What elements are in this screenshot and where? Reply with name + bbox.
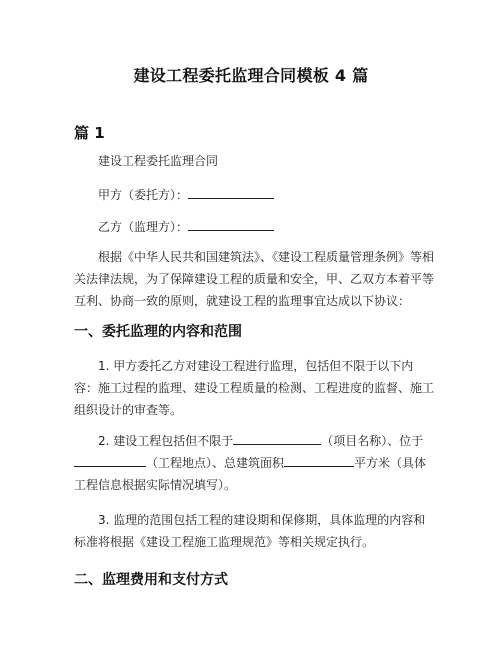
- clause-3: 3. 监理的范围包括工程的建设期和保修期，具体监理的内容和标准将根据《建设工程施工监理规范》等相关规定执行。: [74, 513, 426, 549]
- party-b-blank: [188, 218, 274, 231]
- building-area-blank: [284, 454, 354, 467]
- clause-2-text-3: （工程地点）、总建筑面积: [146, 456, 285, 470]
- clause-2-text-4: 平方米（具体工程信息根据实际情况填写）。: [74, 456, 427, 492]
- section-2-heading: 二、监理费用和支付方式: [74, 572, 228, 588]
- clause-2-text-2: （项目名称）、位于: [321, 434, 424, 448]
- section-1-heading: 一、委托监理的内容和范围: [74, 324, 242, 340]
- project-name-blank: [233, 432, 321, 445]
- chapter-heading: 篇 1: [74, 124, 105, 142]
- party-a-label: 甲方（委托方）：: [98, 188, 189, 202]
- party-b-label: 乙方（监理方）：: [98, 220, 189, 234]
- clause-1: 1. 甲方委托乙方对建设工程进行监理，包括但不限于以下内容：施工过程的监理、建设工程质量的检测、工程进度的监督、施工组织设计的审查等。: [74, 359, 435, 417]
- project-location-blank: [74, 454, 146, 467]
- contract-name: 建设工程委托监理合同: [98, 154, 219, 168]
- party-b-line: [74, 216, 434, 238]
- preamble-paragraph: 根据《中华人民共和国建筑法》、《建设工程质量管理条例》等相关法律法规，为了保障建设工程的质量和安全，甲、乙双方本着平等互利、协商一致的原则，就建设工程的监理事宜达成以下协议：: [74, 250, 435, 308]
- party-a-blank: [188, 186, 274, 199]
- party-a-line: [74, 184, 434, 206]
- document-title: 建设工程委托监理合同模板 4 篇: [133, 66, 369, 85]
- clause-2: [74, 430, 434, 496]
- clause-2-text-1: 2. 建设工程包括但不限于: [98, 434, 234, 448]
